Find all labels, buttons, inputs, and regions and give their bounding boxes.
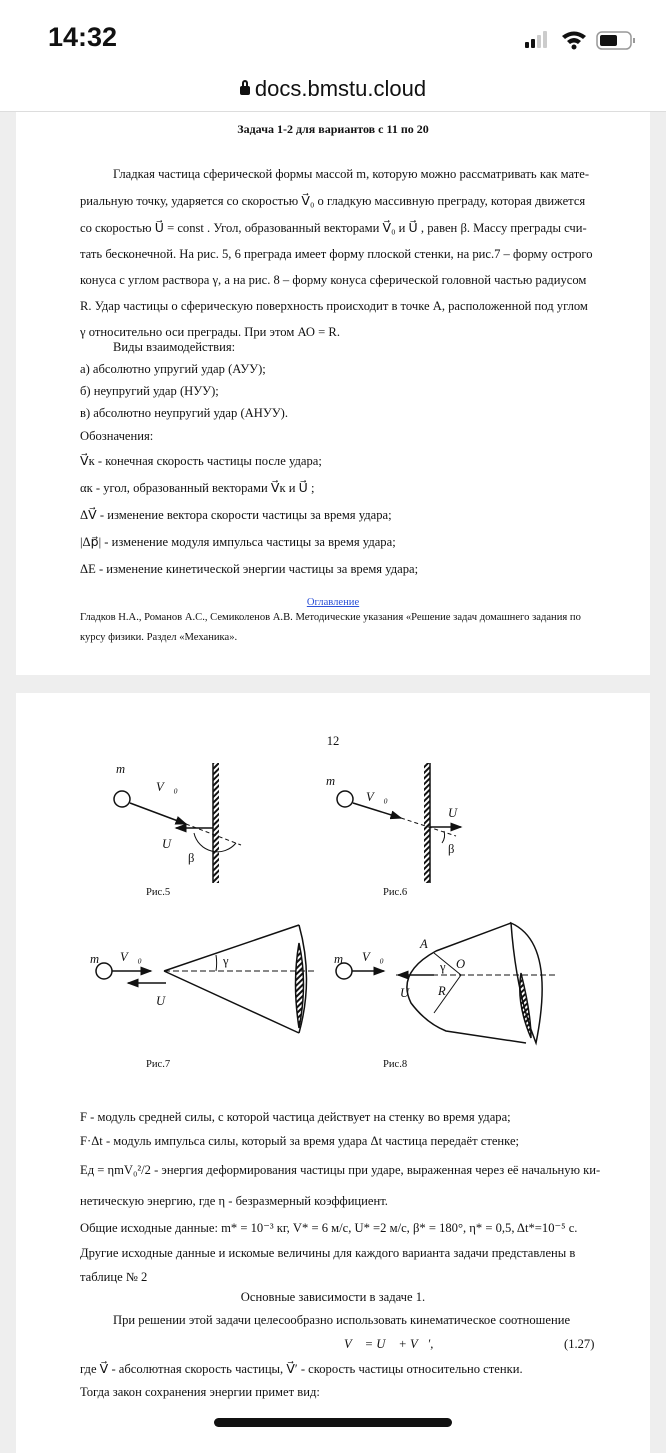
figure-label: β — [188, 851, 195, 865]
paragraph-line: со скоростью U⃗ = const . Угол, образованный векторами V⃗₀ и U⃗ , равен β. Массу преграды счи- — [80, 221, 587, 235]
equation: V⃗ = U⃗ + V⃗′, — [344, 1337, 434, 1351]
home-indicator[interactable] — [214, 1418, 452, 1427]
figure-label: V⃗₀ — [120, 950, 142, 964]
interaction-heading: Виды взаимодействия: — [113, 340, 236, 354]
figure-label: U⃗ — [448, 806, 467, 820]
document-page-1 — [16, 112, 650, 675]
paragraph-line: тать бесконечной. На рис. 5, 6 преграда имеет форму плоской стенки, на рис.7 – форму острого — [80, 247, 593, 261]
figure-label: m — [334, 952, 344, 966]
page-number: 12 — [326, 734, 340, 748]
text-line: F - модуль средней силы, с которой частица действует на стенку во время удара; — [80, 1110, 511, 1124]
text-line: F·Δt - модуль импульса силы, который за время удара Δt частица передаёт стенке; — [80, 1134, 520, 1148]
wifi-icon — [562, 32, 586, 50]
paragraph-line: γ относительно оси преграды. При этом АО = R. — [80, 325, 340, 339]
notation-item: ΔE - изменение кинетической энергии частицы за время удара; — [80, 562, 419, 576]
url-text: docs.bmstu.cloud — [254, 76, 427, 101]
figure-caption: Рис.8 — [383, 1059, 408, 1070]
figure-label: U⃗ — [162, 837, 181, 851]
status-bar — [0, 0, 666, 72]
interaction-item: в) абсолютно неупругий удар (АНУУ). — [80, 406, 288, 420]
figure-label: R — [438, 984, 446, 998]
document-page-2 — [16, 693, 650, 1453]
equation-number: (1.27) — [564, 1337, 595, 1351]
status-icons — [522, 30, 642, 52]
figure-label: γ — [223, 954, 229, 968]
notation-item: V⃗к - конечная скорость частицы после удара; — [80, 454, 322, 468]
interaction-item: а) абсолютно упругий удар (АУУ); — [80, 362, 266, 376]
figure-label: γ — [440, 960, 446, 974]
figure-label: β — [448, 842, 455, 856]
figure-label: m — [116, 762, 126, 776]
battery-icon — [597, 32, 635, 49]
interaction-item: б) неупругий удар (НУУ); — [80, 384, 219, 398]
figure-label: A — [420, 937, 428, 951]
address-bar[interactable] — [0, 72, 666, 112]
figure-8 — [336, 923, 556, 1043]
lock-icon — [240, 86, 250, 95]
paragraph-line: риальную точку, ударяется со скоростью V⃗₀ о гладкую массивную преграду, которая движется — [80, 194, 586, 208]
paragraph-line: R. Удар частицы о сферическую поверхность происходит в точке А, расположенной под углом — [80, 299, 588, 313]
figure-6 — [337, 763, 461, 883]
notation-item: |Δp⃗| - изменение модуля импульса частицы за время удара; — [80, 535, 396, 549]
notation-item: αк - угол, образованный векторами V⃗к и U⃗ ; — [80, 481, 315, 495]
reference-line: курсу физики. Раздел «Механика». — [80, 632, 238, 643]
signal-icon — [525, 31, 547, 48]
figure-label: V⃗₀ — [362, 950, 384, 964]
text-line: Другие исходные данные и искомые величины для каждого варианта задачи представлены в — [80, 1246, 576, 1260]
text-line: Общие исходные данные: m* = 10⁻³ кг, V* = 6 м/с, U* =2 м/с, β* = 180°, η* = 0,5, Δt*=10⁻⁵ с. — [80, 1221, 578, 1235]
figure-label: V⃗₀ — [366, 790, 388, 804]
figure-label: m — [326, 774, 336, 788]
paragraph-line: конуса с углом раствора γ, а на рис. 8 – форму конуса сферической головной частью радиусом — [80, 273, 587, 287]
text-line: таблице № 2 — [80, 1270, 148, 1284]
figure-label: O — [456, 957, 466, 971]
figure-7 — [96, 925, 316, 1033]
text-line: нетическую энергию, где η - безразмерный коэффициент. — [80, 1194, 388, 1208]
notation-heading: Обозначения: — [80, 429, 154, 443]
text-line: Eд = ηmV₀²/2 - энергия деформирования частицы при ударе, выраженная через её начальную ки- — [80, 1163, 601, 1177]
notation-item: ΔV⃗ - изменение вектора скорости частицы за время удара; — [80, 508, 392, 522]
clock: 14:32 — [48, 22, 118, 52]
reference-line: Гладков Н.А., Романов А.С., Семиколенов А.В. Методические указания «Решение задач домашнего задания по — [80, 612, 581, 623]
toc-link[interactable]: Оглавление — [306, 597, 360, 608]
figure-label: m — [90, 952, 100, 966]
paragraph-line: Гладкая частица сферической формы массой m, которую можно рассматривать как мате- — [113, 167, 590, 181]
figure-label: U — [400, 986, 410, 1000]
figure-caption: Рис.6 — [383, 887, 408, 898]
figure-caption: Рис.7 — [146, 1059, 171, 1070]
text-line: При решении этой задачи целесообразно использовать кинематическое соотношение — [113, 1313, 571, 1327]
figure-caption: Рис.5 — [146, 887, 171, 898]
section-heading: Основные зависимости в задаче 1. — [240, 1290, 426, 1304]
figure-label: U — [156, 994, 166, 1008]
text-line: Тогда закон сохранения энергии примет вид: — [80, 1385, 320, 1399]
figures — [16, 693, 650, 1093]
figure-label: V⃗₀ — [156, 780, 178, 794]
task-title: Задача 1-2 для вариантов с 11 по 20 — [237, 122, 429, 136]
text-line: где V⃗ - абсолютная скорость частицы, V⃗′ - скорость частицы относительно стенки. — [80, 1362, 523, 1376]
